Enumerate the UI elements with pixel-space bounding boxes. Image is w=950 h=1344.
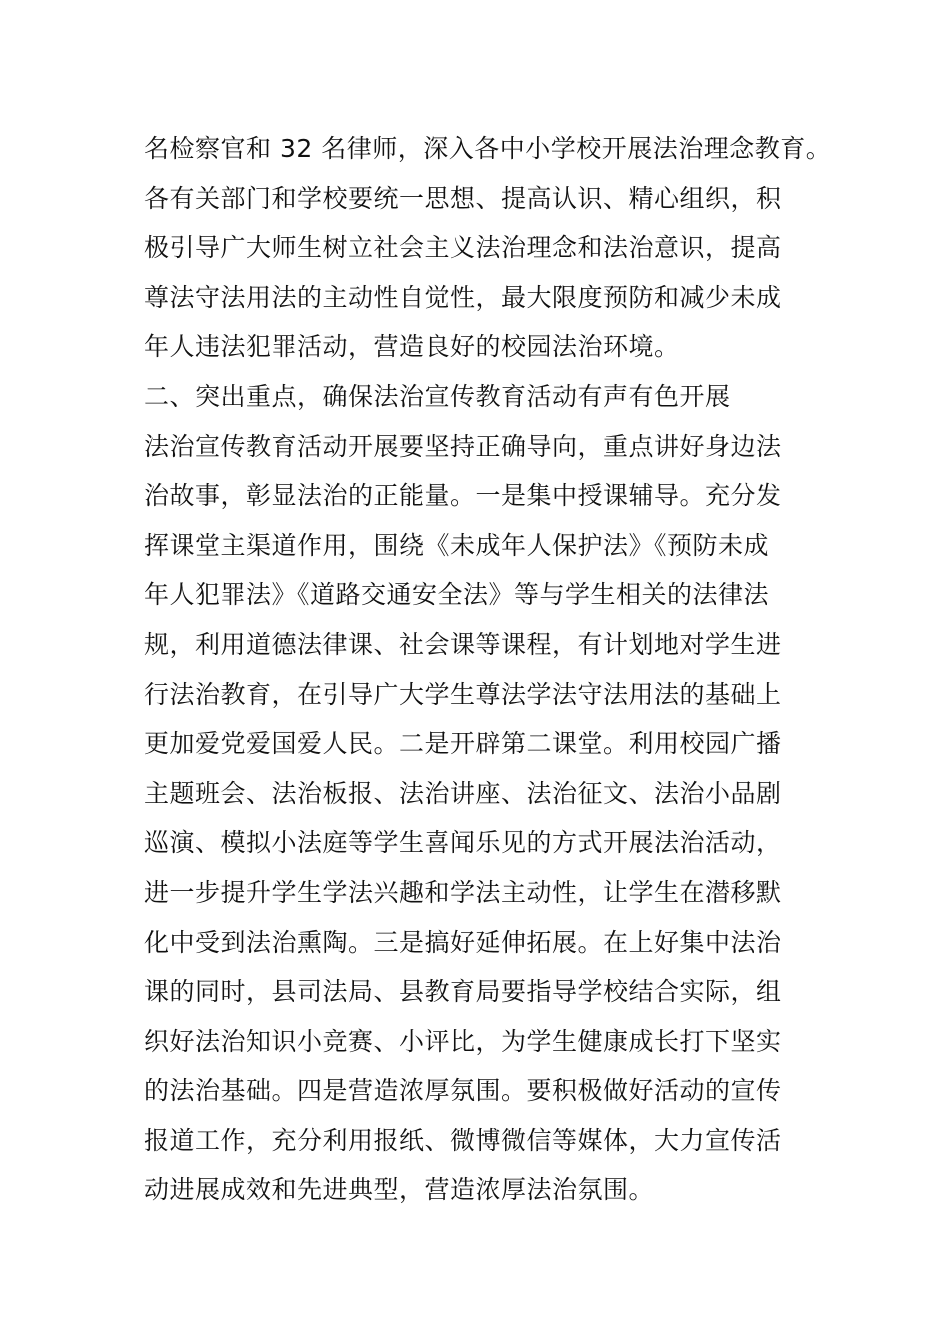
text-line: 报道工作，充分利用报纸、微博微信等媒体，大力宣传活 [144,1125,782,1155]
text-line: 规，利用道德法律课、社会课等课程，有计划地对学生进 [144,629,782,659]
text-line: 主题班会、法治板报、法治讲座、法治征文、法治小品剧 [144,778,782,808]
text-line: 挥课堂主渠道作用，围绕《未成年人保护法》《预防未成 [144,530,770,560]
section-heading: 二、突出重点，确保法治宣传教育活动有声有色开展 [144,381,731,411]
text-line: 的法治基础。四是营造浓厚氛围。要积极做好活动的宣传 [144,1076,782,1106]
text-line: 更加爱党爱国爱人民。二是开辟第二课堂。利用校园广播 [144,729,782,759]
text-line: 治故事，彰显法治的正能量。一是集中授课辅导。充分发 [144,481,782,511]
text-line: 课的同时，县司法局、县教育局要指导学校结合实际，组 [144,977,782,1007]
text-line: 年人违法犯罪活动，营造良好的校园法治环境。 [144,332,680,362]
text-line: 法治宣传教育活动开展要坚持正确导向，重点讲好身边法 [144,431,782,461]
body-text [144,124,832,1215]
text-line: 织好法治知识小竞赛、小评比，为学生健康成长打下坚实 [144,1026,782,1056]
text-line: 各有关部门和学校要统一思想、提高认识、精心组织，积 [144,183,782,213]
text-line: 行法治教育，在引导广大学生尊法学法守法用法的基础上 [144,679,782,709]
text-line: 化中受到法治熏陶。三是搞好延伸拓展。在上好集中法治 [144,927,782,957]
text-line: 名检察官和 32 名律师，深入各中小学校开展法治理念教育。 [144,134,832,163]
text-line: 动进展成效和先进典型，营造浓厚法治氛围。 [144,1175,655,1205]
text-line: 进一步提升学生学法兴趣和学法主动性，让学生在潜移默 [144,877,782,907]
text-line: 巡演、模拟小法庭等学生喜闻乐见的方式开展法治活动， [144,828,782,858]
text-line: 极引导广大师生树立社会主义法治理念和法治意识，提高 [144,233,782,263]
text-line: 尊法守法用法的主动性自觉性，最大限度预防和减少未成 [144,282,782,312]
text-line: 年人犯罪法》《道路交通安全法》等与学生相关的法律法 [144,580,770,610]
